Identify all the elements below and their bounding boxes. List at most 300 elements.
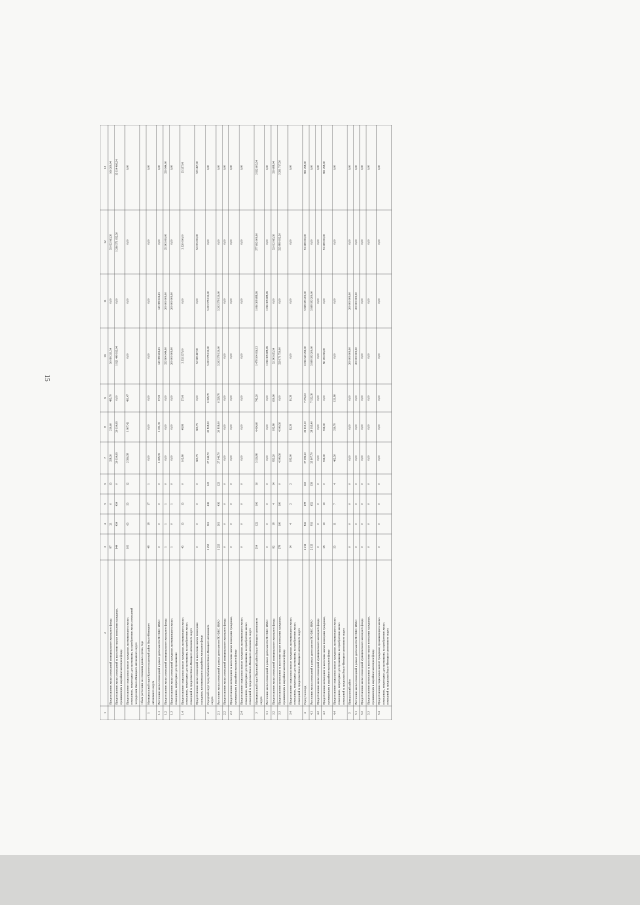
cell-c7: 0,00	[170, 455, 174, 461]
cell-c4: 0	[367, 523, 371, 525]
cell-c13: 3 932 605,54	[255, 160, 259, 175]
cell-c8: 210,60	[109, 423, 113, 431]
row-name-line: Приуральский район	[348, 679, 352, 705]
cell-c13: 0,00	[378, 165, 382, 170]
cell-c8: 0,00	[348, 424, 352, 430]
row-number: 2.1	[216, 711, 221, 715]
cell-c5: 0	[348, 503, 352, 505]
cell-c5: 4	[272, 503, 276, 505]
cell-c5: 19	[323, 502, 327, 506]
cell-c8: 819,00	[323, 423, 327, 431]
cell-c9: 0,00	[196, 395, 200, 401]
cell-c3: 944	[115, 544, 119, 550]
cell-c12: 0,00	[158, 239, 162, 245]
cell-c13: 0,00	[289, 165, 293, 170]
cell-c7: 105,80	[181, 454, 185, 462]
row-number: 3.1	[265, 711, 270, 715]
cell-c11: 0,00	[196, 298, 200, 304]
cell-c5: 454	[115, 501, 119, 507]
cell-c4: 1	[164, 523, 168, 525]
cell-c9: 0,00	[223, 395, 227, 401]
row-name-line: помещениях, непригодных для проживания, на приобретение жилых	[382, 622, 386, 705]
column-header-12: 12	[102, 240, 107, 244]
row-number: 1.1	[157, 711, 162, 715]
cell-c4: 841	[304, 521, 308, 527]
row-number: 3.4	[288, 711, 293, 715]
cell-c4: 100	[278, 521, 282, 527]
cell-c4: 18	[147, 522, 151, 526]
cell-c12: 0,00	[310, 239, 314, 245]
cell-c3: 45	[181, 545, 185, 549]
cell-c10: 86 159 099,00	[323, 347, 327, 365]
cell-c12: 0,00	[147, 239, 151, 245]
cell-c3: 1 253	[206, 543, 210, 551]
row-name-line: за пределами Ямало-Ненецкого автономного округа	[134, 642, 138, 705]
row-number: 2	[205, 712, 210, 714]
cell-c3: 0	[223, 546, 227, 548]
cell-c6: 0	[240, 483, 244, 485]
row-number: 2.2	[222, 711, 227, 715]
cell-c5: 436	[217, 501, 221, 507]
row-name-line: помещениях, непригодных для проживания	[175, 652, 178, 705]
cell-c3: 105	[126, 544, 130, 550]
cell-c5: 436	[206, 501, 210, 507]
cell-c12: 0,00	[266, 239, 270, 245]
cell-c6: 0	[323, 483, 327, 485]
cell-c3: 87	[109, 545, 113, 549]
cell-c3: 48	[147, 545, 151, 549]
cell-c9: 742,20	[255, 394, 259, 402]
cell-c9: 91,30	[289, 394, 293, 402]
cell-c4: 454	[115, 521, 119, 527]
cell-c8: 0,00	[223, 424, 227, 430]
cell-c8: 310,70	[333, 423, 337, 431]
cell-c8: 0,00	[361, 424, 365, 430]
column-header-5: 5	[102, 503, 107, 505]
cell-c5: 7	[333, 503, 337, 505]
cell-c4: 0	[240, 523, 244, 525]
row-name-line: помещений за пределами Ямало-Ненецкого автономного округа	[342, 628, 346, 705]
row-name-line: Предоставление жилых помещений муниципального жилищного фонда	[223, 618, 227, 705]
cell-c13: 0,00	[333, 165, 337, 170]
cell-c4: 0	[158, 523, 162, 525]
cell-c5: 652	[310, 501, 314, 507]
cell-c4: 0	[361, 523, 365, 525]
cell-c3: 55	[333, 545, 337, 549]
cell-c6: 0	[316, 483, 320, 485]
cell-c5: 1	[164, 503, 168, 505]
cell-c10: 5 203 578 150,00	[206, 346, 210, 366]
row-name-line: проживающим в аварийном жилищном фонде	[234, 649, 238, 705]
row-name-line: Предоставление жилых помещений за выселение жилые помещения	[196, 622, 200, 705]
cell-c3: 0	[354, 546, 358, 548]
cell-c7: 0,00	[164, 455, 168, 461]
cell-c5: 0	[361, 503, 365, 505]
cell-c3: 0	[348, 546, 352, 548]
cell-c10: 0,00	[126, 353, 130, 359]
row-number: 5.3	[366, 711, 371, 715]
cell-c3: 1 253	[217, 543, 221, 551]
cell-c12: 55 032 963,20	[109, 233, 113, 251]
cell-c7: 0,00	[367, 455, 371, 461]
cell-c5: 1	[170, 503, 174, 505]
row-name-line: Предоставление социальных выплат гражданам, проживающим в жилых	[181, 617, 185, 705]
row-name-line: Предоставление жилых помещений муниципального жилищного фонда	[164, 618, 168, 705]
cell-c6: 123	[206, 481, 210, 487]
cell-c12: 3 520 000,00	[181, 234, 185, 250]
cell-c12: 81 298 000,00	[323, 233, 327, 251]
cell-c3: 0	[230, 546, 233, 548]
row-name-line: Предоставление возмещения за выселение жилые помещения гражданам,	[230, 616, 233, 705]
cell-c12: 0,00	[206, 239, 210, 245]
cell-c12: 81 298 000,00	[304, 233, 308, 251]
cell-c3: 2 133	[310, 543, 314, 551]
row-name-line: помещениях, непригодных для проживания, на приобретение жилых	[338, 622, 341, 705]
row-number: 4.2	[315, 711, 320, 715]
cell-c13: 0,00	[158, 165, 162, 170]
cell-c8: 20 818,00	[206, 421, 210, 433]
cell-c13: 0,00	[361, 165, 365, 170]
cell-c8: 0,00	[354, 424, 358, 430]
cell-c10: 329 171 750,00	[278, 347, 282, 365]
cell-c8: 0,00	[316, 424, 320, 430]
cell-c3: 0	[361, 546, 365, 548]
cell-c13: 861 298,00	[323, 161, 327, 174]
cell-c9: 0,00	[316, 395, 320, 401]
cell-c10: 200 000 000,00	[354, 347, 358, 365]
row-name-line: Расселение жилых помещений в рамках деятельности ПО ФЖС ЯНАО	[310, 619, 314, 705]
cell-c4: 65	[126, 522, 130, 526]
column-header-6: 6	[102, 483, 107, 485]
cell-c13: 330 944,00	[164, 161, 168, 174]
cell-c12: 52 012 965,50	[272, 233, 276, 251]
row-name-line: проживающим в аварийном жилищном фонде	[283, 649, 286, 705]
row-number: 2.3	[229, 711, 233, 715]
cell-c9: 0,00	[323, 395, 327, 401]
cell-c5: 0	[196, 503, 200, 505]
cell-c4: 0	[170, 523, 174, 525]
cell-c8: 0,00	[367, 424, 371, 430]
cell-c7: 5 156,80	[255, 453, 259, 463]
cell-c6: 163	[304, 481, 308, 487]
cell-c11: 0,00	[147, 298, 151, 304]
cell-c4: 0	[354, 523, 358, 525]
row-number: 1	[146, 712, 151, 714]
cell-c13: 0,00	[126, 165, 130, 170]
cell-c10: 333 904 044,00	[164, 347, 168, 365]
cell-c8: 0,00	[378, 424, 382, 430]
cell-c9: 0,00	[278, 395, 282, 401]
cell-c11: 1 096 308 688,99	[266, 291, 270, 311]
row-number: 1.4	[180, 711, 185, 715]
cell-c11: 143 389 166,45	[158, 292, 162, 310]
cell-c13: 533 497,00	[196, 161, 200, 174]
cell-c13: 0,00	[316, 165, 320, 170]
cell-c6: 0	[158, 483, 162, 485]
cell-c7: 462,50	[333, 454, 337, 462]
cell-c7: 35 907,70	[310, 452, 314, 464]
cell-c6: 0	[164, 483, 168, 485]
cell-c12: 377 695 000,00	[255, 233, 259, 251]
row-name-line: гражданам, проживающим в аварийном жилищном фонде	[200, 635, 204, 705]
cell-c6: 123	[217, 481, 221, 487]
cell-c6: 0	[196, 483, 200, 485]
cell-c13: 0,00	[367, 165, 371, 170]
row-name-line: Предоставление жилых помещений муниципального жилищного фонда	[272, 618, 276, 705]
cell-c3: 1	[164, 546, 168, 548]
row-number: 5.2	[360, 711, 365, 715]
cell-c4: 0	[196, 523, 200, 525]
cell-c8: 182,80	[272, 423, 276, 431]
cell-c9: 491,47	[126, 394, 130, 402]
cell-c3: 1	[170, 546, 174, 548]
cell-c9: 57,00	[181, 394, 185, 402]
cell-c3: 0	[316, 546, 320, 548]
row-name-line: Предоставление жилых помещений гражданам, проживающим в жилых	[170, 618, 174, 705]
cell-c12: 1 296 571 032,50	[115, 232, 119, 252]
cell-c11: 0,00	[278, 298, 282, 304]
cell-c11: 5 203 578 150,00	[217, 291, 221, 311]
column-header-3: 3	[102, 546, 107, 548]
cell-c9: 650,90	[272, 394, 276, 402]
cell-c12: 0,00	[354, 239, 358, 245]
cell-c9: 151,80	[333, 394, 337, 402]
cell-c9: 0,00	[240, 395, 244, 401]
row-name-line: проживающим в аварийном жилищном фонде	[371, 649, 375, 705]
cell-c8: 0,00	[240, 424, 244, 430]
cell-c6: 2	[289, 483, 293, 485]
row-name-line: Предоставление жилых помещений муниципального жилищного фонда	[316, 618, 320, 705]
cell-c10: 0,00	[333, 353, 337, 359]
cell-c5: 0	[158, 503, 162, 505]
cell-c7: 0,00	[147, 455, 151, 461]
cell-c12: 0,00	[170, 239, 174, 245]
cell-c7: 0,00	[316, 455, 320, 461]
cell-c6: 0	[170, 483, 174, 485]
cell-c7: 37 189,20	[304, 452, 308, 464]
row-name-line: Расселение жилых помещений в рамках деятельности ПО ФЖС ЯНАО	[354, 619, 358, 705]
cell-c9: 0,00	[266, 395, 270, 401]
cell-c9: 0,00	[147, 395, 151, 401]
cell-c10: 52 343 655,54	[272, 347, 276, 365]
cell-c12: 0,00	[348, 239, 352, 245]
cell-c11: 5 998 183 200,00	[304, 291, 308, 311]
row-number: 5.1	[353, 711, 358, 715]
cell-c6: 0	[115, 483, 119, 485]
row-name-line: Предоставление жилых помещений муниципального жилищного фонда	[109, 618, 113, 705]
cell-c9: 0,00	[361, 395, 365, 401]
cell-c10: 1 096 308 688,99	[266, 346, 270, 366]
cell-c3: 0	[158, 546, 162, 548]
cell-c10: 6 096 543 299,00	[304, 346, 308, 366]
cell-c4: 0	[230, 523, 233, 525]
cell-c11: 0,00	[333, 298, 337, 304]
cell-c13: 0,00	[266, 165, 270, 170]
cell-c4: 0	[316, 523, 320, 525]
cell-c12: 35 543 000,00	[164, 233, 168, 251]
cell-c6: 0	[278, 483, 282, 485]
row-number: 3.2	[271, 711, 276, 715]
cell-c4: 0	[348, 523, 352, 525]
cell-c10: 0,00	[289, 353, 293, 359]
cell-c11: 200 000 000,00	[354, 292, 358, 310]
cell-c7: 2 596,58	[126, 453, 130, 463]
column-header-4: 4	[102, 523, 107, 525]
row-name-line: Предоставление возмещения за выселение жилые помещения гражданам,	[278, 616, 282, 705]
cell-c10: 0,00	[361, 353, 365, 359]
cell-c12: 0,00	[378, 239, 382, 245]
cell-c11: 0,00	[223, 298, 227, 304]
row-number: 1.3	[169, 711, 174, 715]
cell-c8: 0,00	[170, 424, 174, 430]
cell-c9: 485,70	[109, 394, 113, 402]
row-name-line: Городской округ город Лабытнанги Ямало-Ненецкого автономного	[206, 624, 210, 705]
cell-c10: 52 568 497,00	[196, 347, 200, 365]
row-name-line: Предоставление жилых помещений за выселение жилые помещения гражданам,	[115, 608, 119, 705]
row-number: 4.1	[309, 711, 314, 715]
cell-c5: 0	[354, 503, 358, 505]
cell-c4: 15	[181, 522, 185, 526]
cell-c11: 0,00	[109, 298, 113, 304]
column-header-11: 11	[102, 299, 107, 303]
cell-c5: 17	[147, 502, 151, 506]
cell-c10: 0,00	[230, 353, 233, 359]
cell-c13: 15 114 466,54	[115, 159, 119, 176]
cell-c4: 361	[217, 521, 221, 527]
cell-c3: 0	[367, 546, 371, 548]
cell-c10: 56 099 211,54	[109, 348, 113, 364]
cell-c3: 0	[378, 546, 382, 548]
row-name-line: проживающим в аварийном жилищном фонде	[327, 649, 331, 705]
column-header-2: 2	[102, 632, 107, 634]
cell-c13: 330 688,04	[272, 161, 276, 174]
cell-c12: 0,00	[361, 239, 365, 245]
cell-c5: 0	[240, 503, 244, 505]
cell-c13: 0,00	[354, 165, 358, 170]
cell-c5: 106	[255, 501, 259, 507]
row-name-line: Предоставление социальных выплат гражданам, проживающим в жилых	[333, 617, 337, 705]
cell-c13: 0,00	[240, 165, 244, 170]
cell-c7: 358,30	[109, 454, 113, 462]
row-name-line: Муниципальный округ Пуровский район Ямало-Ненецкого автономного	[255, 617, 259, 705]
row-name-line: помещений за пределами Ямало-Ненецкого автономного округа	[249, 628, 253, 705]
cell-c6: 0	[378, 483, 382, 485]
cell-c8: 0,00	[147, 424, 151, 430]
cell-c9: 0,00	[354, 395, 358, 401]
cell-c12: 0,00	[316, 239, 320, 245]
cell-c3: 0	[196, 546, 200, 548]
cell-c5: 0	[223, 503, 227, 505]
cell-c3: 0	[266, 546, 270, 548]
cell-c6: 4	[333, 483, 337, 485]
cell-c13: 0,00	[223, 165, 227, 170]
cell-c5: 0	[367, 503, 371, 505]
cell-c4: 0	[223, 523, 227, 525]
cell-c11: 1 096 308 688,99	[255, 291, 259, 311]
cell-c10: 5 998 183 200,00	[310, 346, 314, 366]
row-name-line: Предоставление социальных выплат гражданам, проживающим в жилых	[126, 617, 130, 705]
cell-c11: 0,00	[361, 298, 365, 304]
cell-c12: 0,00	[289, 239, 293, 245]
row-name-line: Предоставление социальных выплат гражданам, проживающим в жилых	[289, 617, 293, 705]
row-name-line: Муниципальный округ Красноселькупский район Ямало-Ненецкого	[147, 622, 151, 705]
cell-c7: 183,00	[289, 454, 293, 462]
cell-c11: 0,00	[240, 298, 244, 304]
cell-c12: 0,00	[217, 239, 221, 245]
cell-c13: 35 557,00	[181, 161, 185, 174]
cell-c9: 6 328,70	[217, 393, 221, 403]
cell-c10: 143 389 266,45	[158, 347, 162, 365]
row-name-line: Предоставление социальных выплат гражданам, проживающим в жилых	[240, 617, 244, 705]
column-header-1: 1	[102, 712, 107, 714]
cell-c5: 0	[230, 503, 233, 505]
cell-c8: 92,30	[289, 423, 293, 431]
row-number: 5	[347, 712, 352, 714]
cell-c11: 0,00	[181, 298, 185, 304]
cell-c10: 3 555 557,00	[181, 348, 185, 364]
row-name-line: Город Салехард	[304, 685, 308, 705]
cell-c7: 27 146,70	[217, 452, 221, 464]
cell-c8: 28 195,40	[310, 421, 314, 433]
cell-c7: 0,00	[223, 455, 227, 461]
cell-c7: 27 146,70	[206, 452, 210, 464]
cell-c10: 1 478 104 056,13	[255, 346, 259, 366]
row-name-line: Расселение жилых помещений в рамках деятельности ПО ФЖС ЯНАО	[217, 619, 221, 705]
row-name-line: помещениях, непригодных для проживания, на приобретение жилых	[293, 622, 297, 705]
cell-c9: 6 328,70	[206, 393, 210, 403]
row-number: 4.3	[322, 711, 327, 715]
row-number: 2.4	[239, 711, 244, 715]
cell-c8: 20 114,09	[115, 421, 119, 433]
row-name-line: Предоставление возмещения за выселение жилые помещения гражданам,	[367, 616, 371, 705]
row-number: 5.4	[377, 711, 382, 715]
cell-c3: 314	[255, 544, 259, 550]
cell-c7: 0,00	[240, 455, 244, 461]
cell-c6: 0	[181, 483, 185, 485]
cell-c12: 52 035 000,00	[196, 233, 200, 251]
cell-c6: 0	[223, 483, 227, 485]
cell-c4: 361	[206, 521, 210, 527]
cell-c5: 15	[181, 502, 185, 506]
cell-c7: 963,75	[196, 454, 200, 462]
cell-c7: 20 114,09	[115, 452, 119, 464]
cell-c4: 0	[378, 523, 382, 525]
cell-c3: 2 216	[304, 543, 308, 551]
cell-c10: 0,00	[367, 353, 371, 359]
cell-c11: 0,00	[323, 298, 327, 304]
column-header-13: 13	[102, 165, 107, 170]
row-number: 4	[303, 712, 308, 714]
cell-c11: 0,00	[367, 298, 371, 304]
cell-c9: 0,00	[164, 395, 168, 401]
row-number: 4.4	[332, 711, 337, 715]
cell-c8: 963,75	[196, 423, 200, 431]
cell-c10: 200 000 000,00	[170, 347, 174, 365]
cell-c12: 0,00	[126, 239, 130, 245]
cell-c11: 0,00	[115, 298, 119, 304]
row-number: 1.2	[163, 711, 168, 715]
cell-c12: 0,00	[333, 239, 337, 245]
cell-c11: 0,00	[316, 298, 320, 304]
cell-c4: 19	[323, 522, 327, 526]
cell-c9: 0,00	[378, 395, 382, 401]
row-name-line: проживающим в аварийном жилищном фонде	[120, 649, 123, 705]
cell-c8: 20 818,00	[217, 421, 221, 433]
cell-c8: 4 414,60	[255, 422, 259, 432]
cell-c7: 819,00	[323, 454, 327, 462]
cell-c10: 0,00	[223, 353, 227, 359]
cell-c10: 200 000 000,00	[348, 347, 352, 365]
